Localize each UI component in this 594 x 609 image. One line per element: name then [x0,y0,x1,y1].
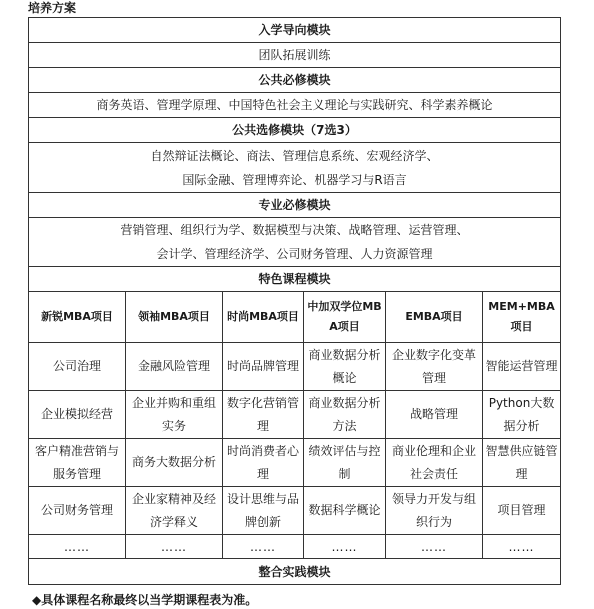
course-cell: Python大数据分析 [483,391,561,439]
course-cell: 时尚品牌管理 [223,343,304,391]
featured-column-header: EMBA项目 [386,292,483,343]
course-cell: 商务大数据分析 [126,439,223,487]
course-cell: 商业数据分析方法 [304,391,386,439]
major-required-content [29,218,561,267]
featured-column-header: 时尚MBA项目 [223,292,304,343]
course-cell: 项目管理 [483,487,561,535]
table-row [29,439,561,487]
course-cell: 企业数字化变革管理 [386,343,483,391]
featured-column-header: MEM+MBA项目 [483,292,561,343]
featured-module-title: 特色课程模块 [29,267,561,292]
public-required-title: 公共必修模块 [29,68,561,93]
major-required-line: 会计学、管理经济学、公司财务管理、人力资源管理 [156,247,433,261]
curriculum-table [28,17,561,585]
public-elective-line: 自然辩证法概论、商法、管理信息系统、宏观经济学、 [150,148,439,163]
public-elective-line: 国际金融、管理博弈论、机器学习与R语言 [182,172,407,187]
course-cell: 客户精准营销与服务管理 [29,439,126,487]
ellipsis-cell: …… [29,535,126,559]
intro-module-title: 入学导向模块 [29,18,561,43]
course-cell: 企业并购和重组实务 [126,391,223,439]
course-cell: 公司财务管理 [29,487,126,535]
course-cell: 数字化营销管理 [223,391,304,439]
course-cell: 数据科学概论 [304,487,386,535]
course-cell: 领导力开发与组织行为 [386,487,483,535]
major-required-title: 专业必修模块 [29,193,561,218]
course-cell: 金融风险管理 [126,343,223,391]
course-cell: 设计思维与品牌创新 [223,487,304,535]
course-cell: 商业数据分析概论 [304,343,386,391]
page-title: 培养方案 [28,1,77,15]
featured-column-header: 中加双学位MBA项目 [304,292,386,343]
course-cell: 企业模拟经营 [29,391,126,439]
ellipsis-cell: …… [304,535,386,559]
ellipsis-cell: …… [483,535,561,559]
ellipsis-cell: …… [223,535,304,559]
course-cell: 绩效评估与控制 [304,439,386,487]
course-cell: 智能运营管理 [483,343,561,391]
course-cell: 智慧供应链管理 [483,439,561,487]
footnote: ◆具体课程名称最终以当学期课程表为准。 [32,593,258,607]
course-cell: 商业伦理和企业社会责任 [386,439,483,487]
intro-module-content: 团队拓展训练 [29,43,561,68]
course-cell: 时尚消费者心理 [223,439,304,487]
major-required-line: 营销管理、组织行为学、数据模型与决策、战略管理、运营管理、 [120,223,469,237]
practice-module-title: 整合实践模块 [29,559,561,585]
featured-column-header: 领袖MBA项目 [126,292,223,343]
table-row [29,343,561,391]
course-cell: 企业家精神及经济学释义 [126,487,223,535]
table-row [29,535,561,559]
ellipsis-cell: …… [126,535,223,559]
public-required-content: 商务英语、管理学原理、中国特色社会主义理论与实践研究、科学素养概论 [29,93,561,118]
public-elective-title: 公共选修模块（7选3） [29,118,561,143]
ellipsis-cell: …… [386,535,483,559]
course-cell: 战略管理 [386,391,483,439]
public-elective-content [29,143,561,193]
table-row [29,487,561,535]
featured-column-header: 新锐MBA项目 [29,292,126,343]
course-cell: 公司治理 [29,343,126,391]
table-row [29,391,561,439]
